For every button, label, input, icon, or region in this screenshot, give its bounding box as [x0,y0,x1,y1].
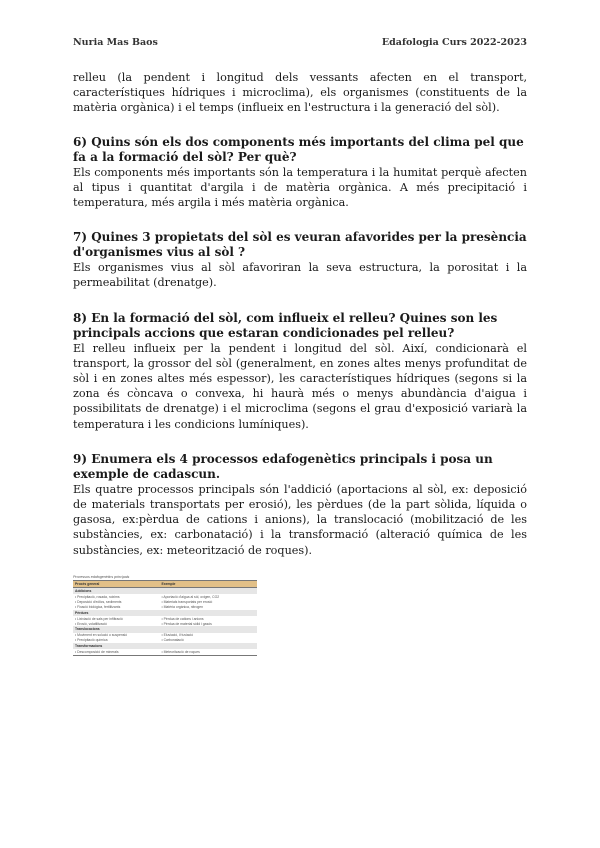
processes-table-figure [73,575,257,656]
table-cell-process: • Fixació biològica, fertilitzants [75,605,121,610]
processes-table [73,580,257,656]
course-label: Edafologia Curs 2022-2023 [381,37,527,48]
table-cell-process: • Moviment en solució o suspensió [75,633,128,638]
table-cell-example: • Materials transportats per erosió [161,599,213,604]
table-group-label: Addicions [73,588,257,595]
table-cell-example: • Matèria orgànica, nitrogen [161,605,203,610]
answer-paragraph: El relleu influeix per la pendent i longitud del sòl. Així, condicionarà el transport, la grossor del sòl (generalment, en zones altes menys profunditat de sòl i en zones altes més espessor), les característiques hídriques (segons si la zona és còncava o convexa, hi haurà més o menys abundància d'aigua i possibilitats de drenatge) i el microclima (segons el grau d'exposició variarà la temperatura i les condicions lumíniques). [73,341,527,431]
answer-paragraph: Els components més importants són la temperatura i la humitat perquè afecten al tipus i quantitat d'argila i de matèria orgànica. A més precipitació i temperatura, més argila i més matèria orgànica. [73,165,527,210]
table-header-process: Procés general [73,580,159,587]
page-content [73,70,527,656]
table-cell-example: • Eluviació, il·luviació [161,633,193,638]
table-group-label: Translocacions [73,626,257,632]
answer-paragraph: Els organismes vius al sòl afavoriran la seva estructura, la porositat i la permeabilitat (drenatge). [73,261,527,290]
table-cell-process: • Precipitació química [75,638,108,643]
table-cell-process: • Deposició d'eòlics, sediments [75,599,122,604]
table-group-row [73,588,257,595]
table-cell-process: • Erosió, volatilització [75,621,107,626]
figure-caption: Processos edafogenètics principals [73,574,130,579]
table-group-label: Pèrdues [73,610,257,616]
question-6 [73,135,527,211]
table-cell-example: • Pèrdua de material sòlid i gasós [161,621,212,626]
table-cell-process: • Descomposició de minerals [73,649,159,655]
question-heading: 8) En la formació del sòl, com influeix el relleu? Quines son les principals accions que estaran condicionades pel relleu? [73,310,498,340]
table-cell-process: • Lixiviació de sals per infiltració [75,616,123,621]
question-8 [73,311,527,432]
table-cell-example: • Meteorització de roques [159,649,257,655]
table-row [73,649,257,655]
answer-paragraph: Els quatre processos principals són l'addició (aportacions al sòl, ex: deposició de materials transportats per erosió), les pèrdues (de la part sòlida, líquida o gasosa, ex:pèrdua de cations i anions), la translocació (mobilització de les substàncies, ex: carbonatació) i la transformació (alteració química de les substàncies, ex: meteorització de roques). [73,482,527,557]
table-cell-example: • Aportació d'aigua al sòl, oxigen, CO2 [161,594,220,599]
intro-paragraph: relleu (la pendent i longitud dels vessants afecten en el transport, característiques hídriques i microclima), els organismes (constituents de la matèria orgànica) i el temps (influeix en l'estructura i la generació del sòl). [73,71,527,115]
table-cell-process: • Precipitació, rosada, ruixims [75,594,120,599]
table-header-example: Exemple [159,580,257,587]
table-cell-example: • Pèrdua de cations i anions [161,616,204,621]
table-group-label: Transformacions [73,643,257,649]
question-9 [73,452,527,558]
page-header [73,37,527,48]
question-heading: 7) Quines 3 propietats del sòl es veuran afavorides per la presència d'organismes vius al sòl ? [73,230,527,260]
author-name: Nuria Mas Baos [73,37,158,48]
table-cell-example: • Carbonatació [161,638,184,643]
question-heading: 6) Quins són els dos components més importants del clima pel que fa a la formació del sòl? Per què? [73,134,524,164]
question-heading: 9) Enumera els 4 processos edafogenètics principals i posa un exemple de cadascun. [73,451,493,481]
question-7 [73,230,527,290]
table-body [73,588,257,655]
